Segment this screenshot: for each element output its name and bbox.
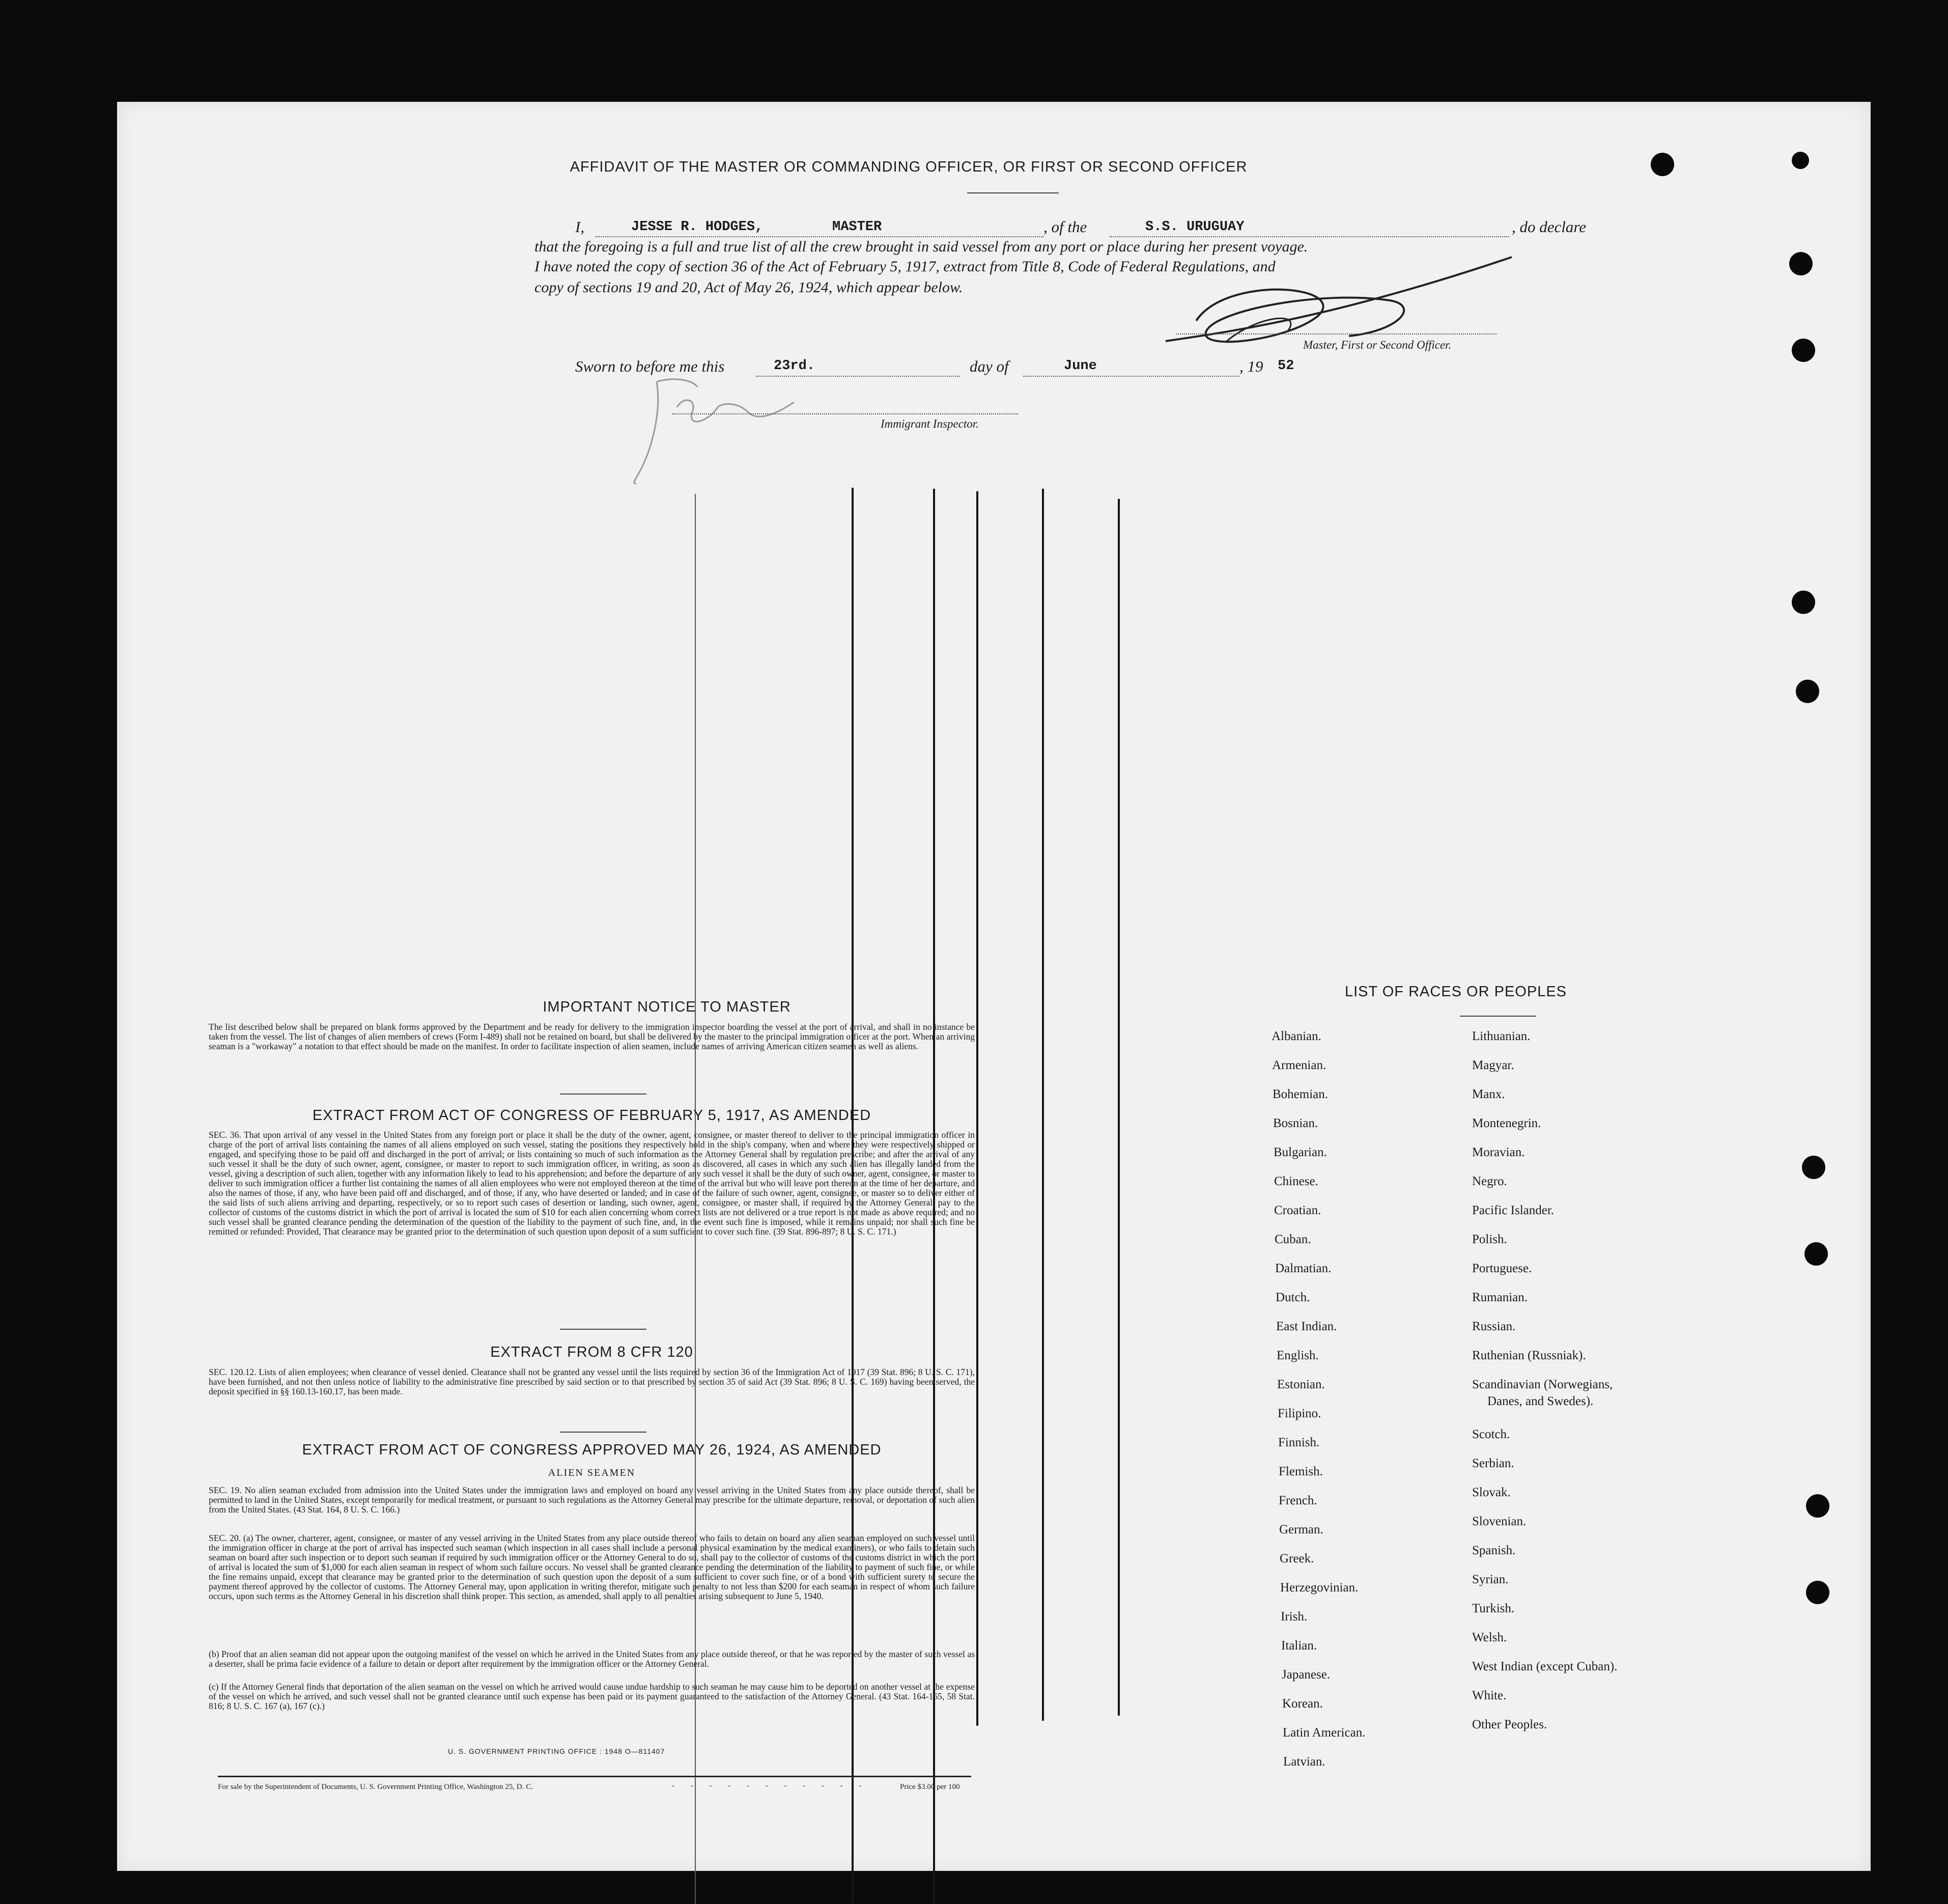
race-item: Chinese. bbox=[1274, 1174, 1318, 1188]
race-item: Korean. bbox=[1282, 1697, 1323, 1711]
footer-sale-text: For sale by the Superintendent of Documents, U. S. Government Printing Office, Washington 25, D. C. bbox=[218, 1783, 533, 1791]
footer-dots: - - - - - - - - - - - bbox=[672, 1782, 869, 1790]
race-item: Pacific Islander. bbox=[1472, 1203, 1555, 1217]
race-item: Portuguese. bbox=[1472, 1262, 1532, 1275]
race-item: Herzegovinian. bbox=[1280, 1581, 1359, 1594]
race-item: Finnish. bbox=[1278, 1436, 1320, 1449]
race-item: Other Peoples. bbox=[1472, 1718, 1547, 1731]
name-field-line bbox=[596, 236, 1043, 237]
inspector-caption: Immigrant Inspector. bbox=[881, 417, 979, 430]
race-item: Ruthenian (Russniak). bbox=[1472, 1349, 1586, 1362]
race-item: Slovak. bbox=[1472, 1486, 1511, 1499]
races-title-rule bbox=[1460, 1016, 1536, 1017]
master-name: JESSE R. HODGES, bbox=[631, 219, 764, 235]
race-item: German. bbox=[1279, 1523, 1323, 1536]
master-signature bbox=[1135, 255, 1522, 372]
punch-hole bbox=[1651, 153, 1674, 176]
footer-rule bbox=[218, 1776, 971, 1777]
race-item: Estonian. bbox=[1277, 1378, 1325, 1391]
declaration-of-the: , of the bbox=[1043, 218, 1087, 236]
extract-1924-sec20c: (c) If the Attorney General finds that deportation of the alien seaman on the vessel on which he arrived would cause undue hardship to such seaman he may cause him to be deported on another vessel at the expense of the vessel on which he arrived, and such vessel shall not be granted clearance until such expense has been paid or its payment guaranteed to the satisfaction of the Attorney General. (43 Stat. 164-165, 58 Stat. 816; 8 U. S. C. 167 (a), 167 (c).) bbox=[209, 1682, 975, 1711]
race-item: Irish. bbox=[1281, 1610, 1308, 1623]
race-item: East Indian. bbox=[1276, 1320, 1337, 1333]
race-item: Magyar. bbox=[1472, 1058, 1514, 1072]
race-item: Latin American. bbox=[1283, 1726, 1366, 1740]
race-item: Serbian. bbox=[1472, 1457, 1514, 1470]
section-rule bbox=[560, 1432, 646, 1433]
race-item: Cuban. bbox=[1275, 1233, 1311, 1246]
declaration-line-4: copy of sections 19 and 20, Act of May 26, 1924, which appear below. bbox=[534, 279, 963, 296]
punch-hole bbox=[1796, 680, 1819, 703]
race-item: Scotch. bbox=[1472, 1427, 1510, 1441]
extract-1917-title: EXTRACT FROM ACT OF CONGRESS OF FEBRUARY 5, 1917, AS AMENDED bbox=[312, 1107, 871, 1124]
sworn-month: June bbox=[1064, 358, 1097, 374]
declaration-i: I, bbox=[575, 218, 585, 236]
race-item: Manx. bbox=[1472, 1087, 1505, 1101]
race-item: Japanese. bbox=[1282, 1668, 1331, 1682]
extract-1924-sec20a: SEC. 20. (a) The owner, charterer, agent, consignee, or master of any vessel arriving in the United States from any place outside thereof who fails to detain on board any alien seaman employed on such vessel until the immigration officer in charge at the port of arrival has inspected such seaman (which inspection in all cases shall include a personal physical examination by the medical examiners), or who fails to detain such seaman on board after such inspection or to deport such seaman if required by such immigration officer or the Attorney General to do so, shall pay to the collector of customs of the customs district in which the port of arrival is located the sum of $1,000 for each alien seaman in respect of whom such failure occurs. No vessel shall be granted clearance pending the determination of the liability to payment of such fine, or while the fine remains unpaid, except that clearance may be granted prior to the determination of such question upon the deposit of a sum sufficient to cover such fine, or of a bond with sufficient surety to secure the payment thereof approved by the collector of customs. The Attorney General may, upon application in writing therefor, mitigate such penalty to not less than $200 for each seaman in respect of whom such failure occurs, upon such terms as the Attorney General in his discretion shall think proper. This section, as amended, shall apply to all penalties arising subsequent to June 5, 1940. bbox=[209, 1533, 975, 1601]
extract-1924-sec19: SEC. 19. No alien seaman excluded from admission into the United States under the immigration laws and employed on board any vessel arriving in the United States from any place outside thereof, shall be permitted to land in the United States, except temporarily for medical treatment, or pursuant to such regulations as the Attorney General may prescribe for the ultimate departure, removal, or deportation of such alien from the United States. (43 Stat. 164, 8 U. S. C. 166.) bbox=[209, 1485, 975, 1515]
inspector-signature-line bbox=[672, 413, 1018, 414]
declaration-line-2: that the foregoing is a full and true list of all the crew brought in said vessel from any port or place during her present voyage. bbox=[534, 238, 1308, 255]
race-item: Albanian. bbox=[1272, 1029, 1321, 1043]
affidavit-title: AFFIDAVIT OF THE MASTER OR COMMANDING OFFICER, OR FIRST OR SECOND OFFICER bbox=[570, 159, 1248, 175]
race-item: Danes, and Swedes). bbox=[1487, 1394, 1594, 1408]
punch-hole bbox=[1789, 252, 1813, 275]
printer-imprint: U. S. GOVERNMENT PRINTING OFFICE : 1948 O—811407 bbox=[448, 1747, 665, 1755]
signature-caption: Master, First or Second Officer. bbox=[1303, 339, 1452, 351]
race-item: Latvian. bbox=[1283, 1755, 1325, 1769]
race-item: Bohemian. bbox=[1273, 1087, 1329, 1101]
race-item: Russian. bbox=[1472, 1320, 1516, 1333]
sworn-year: 52 bbox=[1278, 358, 1294, 374]
sworn-day: 23rd. bbox=[774, 358, 815, 374]
vertical-rule bbox=[1118, 499, 1120, 1716]
race-item: Montenegrin. bbox=[1472, 1116, 1541, 1130]
extract-1924-sec20b: (b) Proof that an alien seaman did not appear upon the outgoing manifest of the vessel on which he arrived in the United States from any place outside thereof, or that he was reported by the master of such vessel as a deserter, shall be prima facie evidence of a failure to detain or deport after requirement by the immigration officer or the Attorney General. bbox=[209, 1649, 975, 1669]
punch-hole bbox=[1802, 1156, 1825, 1179]
races-title: LIST OF RACES OR PEOPLES bbox=[1344, 984, 1567, 1000]
extract-cfr-title: EXTRACT FROM 8 CFR 120 bbox=[490, 1344, 693, 1360]
race-item: Bulgarian. bbox=[1274, 1145, 1327, 1159]
extract-1917-body: SEC. 36. That upon arrival of any vessel in the United States from any foreign port or place it shall be the duty of the owner, agent, consignee, or master thereof to deliver to the principal immigration officer in charge of the port of arrival lists containing the names of all aliens employed on such vessel, stating the positions they respectively hold in the ship's company, when and where they were respectively shipped or engaged, and specifying those to be paid off and discharged in the port of arrival; or lists containing so much of such information as the Attorney General shall by regulation prescribe; and after the arrival of any such vessel it shall be the duty of such owner, agent, consignee, or master to report to such immigration officer, in writing, as soon as discovered, all cases in which any such alien has illegally landed from the vessel, giving a description of such alien, together with any information likely to lead to his apprehension; and before the departure of any such vessel it shall be the duty of such owner, agent, consignee, or master to deliver to such immigration officer a further list containing the names of all alien employees who were not employed thereon at the time of the arrival but who will leave port thereon at the time of her departure, and also the names of those, if any, who have been paid off and discharged, and of those, if any, who have deserted or landed; and in case of the failure of such owner, agent, consignee, or master so to deliver either of the said lists of such aliens arriving and departing, respectively, or so to report such cases of desertion or landing, such owner, agent, consignee, or master shall, if required by the Attorney General, pay to the collector of customs of the customs district in which the port of arrival is located the sum of $10 for each alien concerning whom correct lists are not delivered or a true report is not made as above required; and no such vessel shall be granted clearance pending the determination of the question of the liability to the payment of such fine, and, in the event such fine is imposed, while it remains unpaid; nor shall such fine be remitted or refunded: Provided, That clearance may be granted prior to the determination of such question upon deposit of a sum sufficient to cover such fine. (39 Stat. 896-897; 8 U. S. C. 171.) bbox=[209, 1130, 975, 1237]
race-item: Turkish. bbox=[1472, 1602, 1515, 1615]
vessel-name: S.S. URUGUAY bbox=[1145, 219, 1245, 235]
signature-line bbox=[1176, 333, 1497, 334]
race-item: Polish. bbox=[1472, 1233, 1507, 1246]
race-item: West Indian (except Cuban). bbox=[1472, 1660, 1618, 1673]
race-item: Croatian. bbox=[1274, 1203, 1321, 1217]
punch-hole bbox=[1792, 591, 1815, 614]
race-item: Moravian. bbox=[1472, 1145, 1525, 1159]
declaration-line-3: I have noted the copy of section 36 of the Act of February 5, 1917, extract from Title 8, Code of Federal Regulations, and bbox=[534, 258, 1276, 275]
footer-price: Price $3.00 per 100 bbox=[900, 1783, 960, 1791]
declaration-line-1 bbox=[575, 218, 1619, 238]
race-item: Greek. bbox=[1280, 1552, 1314, 1565]
race-item: Welsh. bbox=[1472, 1631, 1507, 1644]
vertical-rule bbox=[976, 491, 978, 1726]
day-of-text: day of bbox=[970, 357, 1009, 375]
extract-1924-title: EXTRACT FROM ACT OF CONGRESS APPROVED MAY 26, 1924, AS AMENDED bbox=[302, 1442, 882, 1458]
race-item: French. bbox=[1279, 1494, 1317, 1507]
race-item: Negro. bbox=[1472, 1174, 1507, 1188]
race-item: Dutch. bbox=[1276, 1291, 1310, 1304]
race-item: Bosnian. bbox=[1273, 1116, 1318, 1130]
extract-1924-subtitle: ALIEN SEAMEN bbox=[548, 1467, 636, 1478]
punch-hole bbox=[1792, 339, 1815, 362]
vertical-rule bbox=[1042, 489, 1044, 1721]
inspector-signature bbox=[621, 367, 855, 489]
notice-body: The list described below shall be prepared on blank forms approved by the Department and be ready for delivery to the immigration inspector boarding the vessel at the port of arrival, and shall in no instance be taken from the vessel. The list of changes of alien members of crews (Form I-489) shall not be retained on board, but shall be delivered by the master to the principal immigration officer at the port. When an arriving seaman is a "workaway" a notation to that effect should be made on the manifest. In order to facilitate inspection of alien seamen, include names of arriving American citizen seamen as well as aliens. bbox=[209, 1022, 975, 1051]
master-rank: MASTER bbox=[832, 219, 882, 235]
race-item: Scandinavian (Norwegians, bbox=[1472, 1378, 1613, 1391]
race-item: Spanish. bbox=[1472, 1544, 1516, 1557]
race-item: Italian. bbox=[1281, 1639, 1317, 1653]
month-field-line bbox=[1023, 376, 1239, 377]
section-rule bbox=[560, 1094, 646, 1095]
punch-hole bbox=[1792, 152, 1809, 169]
punch-hole bbox=[1806, 1494, 1829, 1518]
punch-hole bbox=[1806, 1581, 1829, 1604]
title-rule bbox=[967, 192, 1059, 193]
race-item: English. bbox=[1277, 1349, 1319, 1362]
race-item: Syrian. bbox=[1472, 1573, 1509, 1586]
section-rule bbox=[560, 1329, 646, 1330]
declaration-do-declare: , do declare bbox=[1512, 218, 1587, 236]
extract-cfr-body: SEC. 120.12. Lists of alien employees; when clearance of vessel denied. Clearance shall not be granted any vessel until the lists required by section 36 of the Immigration Act of 1917 (39 Stat. 896; 8 U. S. C. 171), have been furnished, and not then unless notice of liability to the administrative fine prescribed by said section or to that prescribed by section 35 of said Act (39 Stat. 896; 8 U. S. C. 169) having been served, the deposit specified in §§ 160.13-160.17, has been made. bbox=[209, 1367, 975, 1396]
race-item: Lithuanian. bbox=[1472, 1029, 1531, 1043]
race-item: Filipino. bbox=[1278, 1407, 1321, 1420]
document-page bbox=[117, 102, 1871, 1871]
punch-hole bbox=[1804, 1242, 1828, 1266]
notice-title: IMPORTANT NOTICE TO MASTER bbox=[543, 999, 791, 1015]
race-item: Armenian. bbox=[1272, 1058, 1326, 1072]
race-item: Flemish. bbox=[1279, 1465, 1323, 1478]
race-item: Rumanian. bbox=[1472, 1291, 1528, 1304]
race-item: White. bbox=[1472, 1689, 1507, 1702]
race-item: Dalmatian. bbox=[1275, 1262, 1332, 1275]
sworn-text: Sworn to before me this bbox=[575, 357, 725, 375]
year-prefix: , 19 bbox=[1239, 357, 1263, 375]
race-item: Slovenian. bbox=[1472, 1515, 1527, 1528]
vessel-field-line bbox=[1110, 236, 1509, 237]
